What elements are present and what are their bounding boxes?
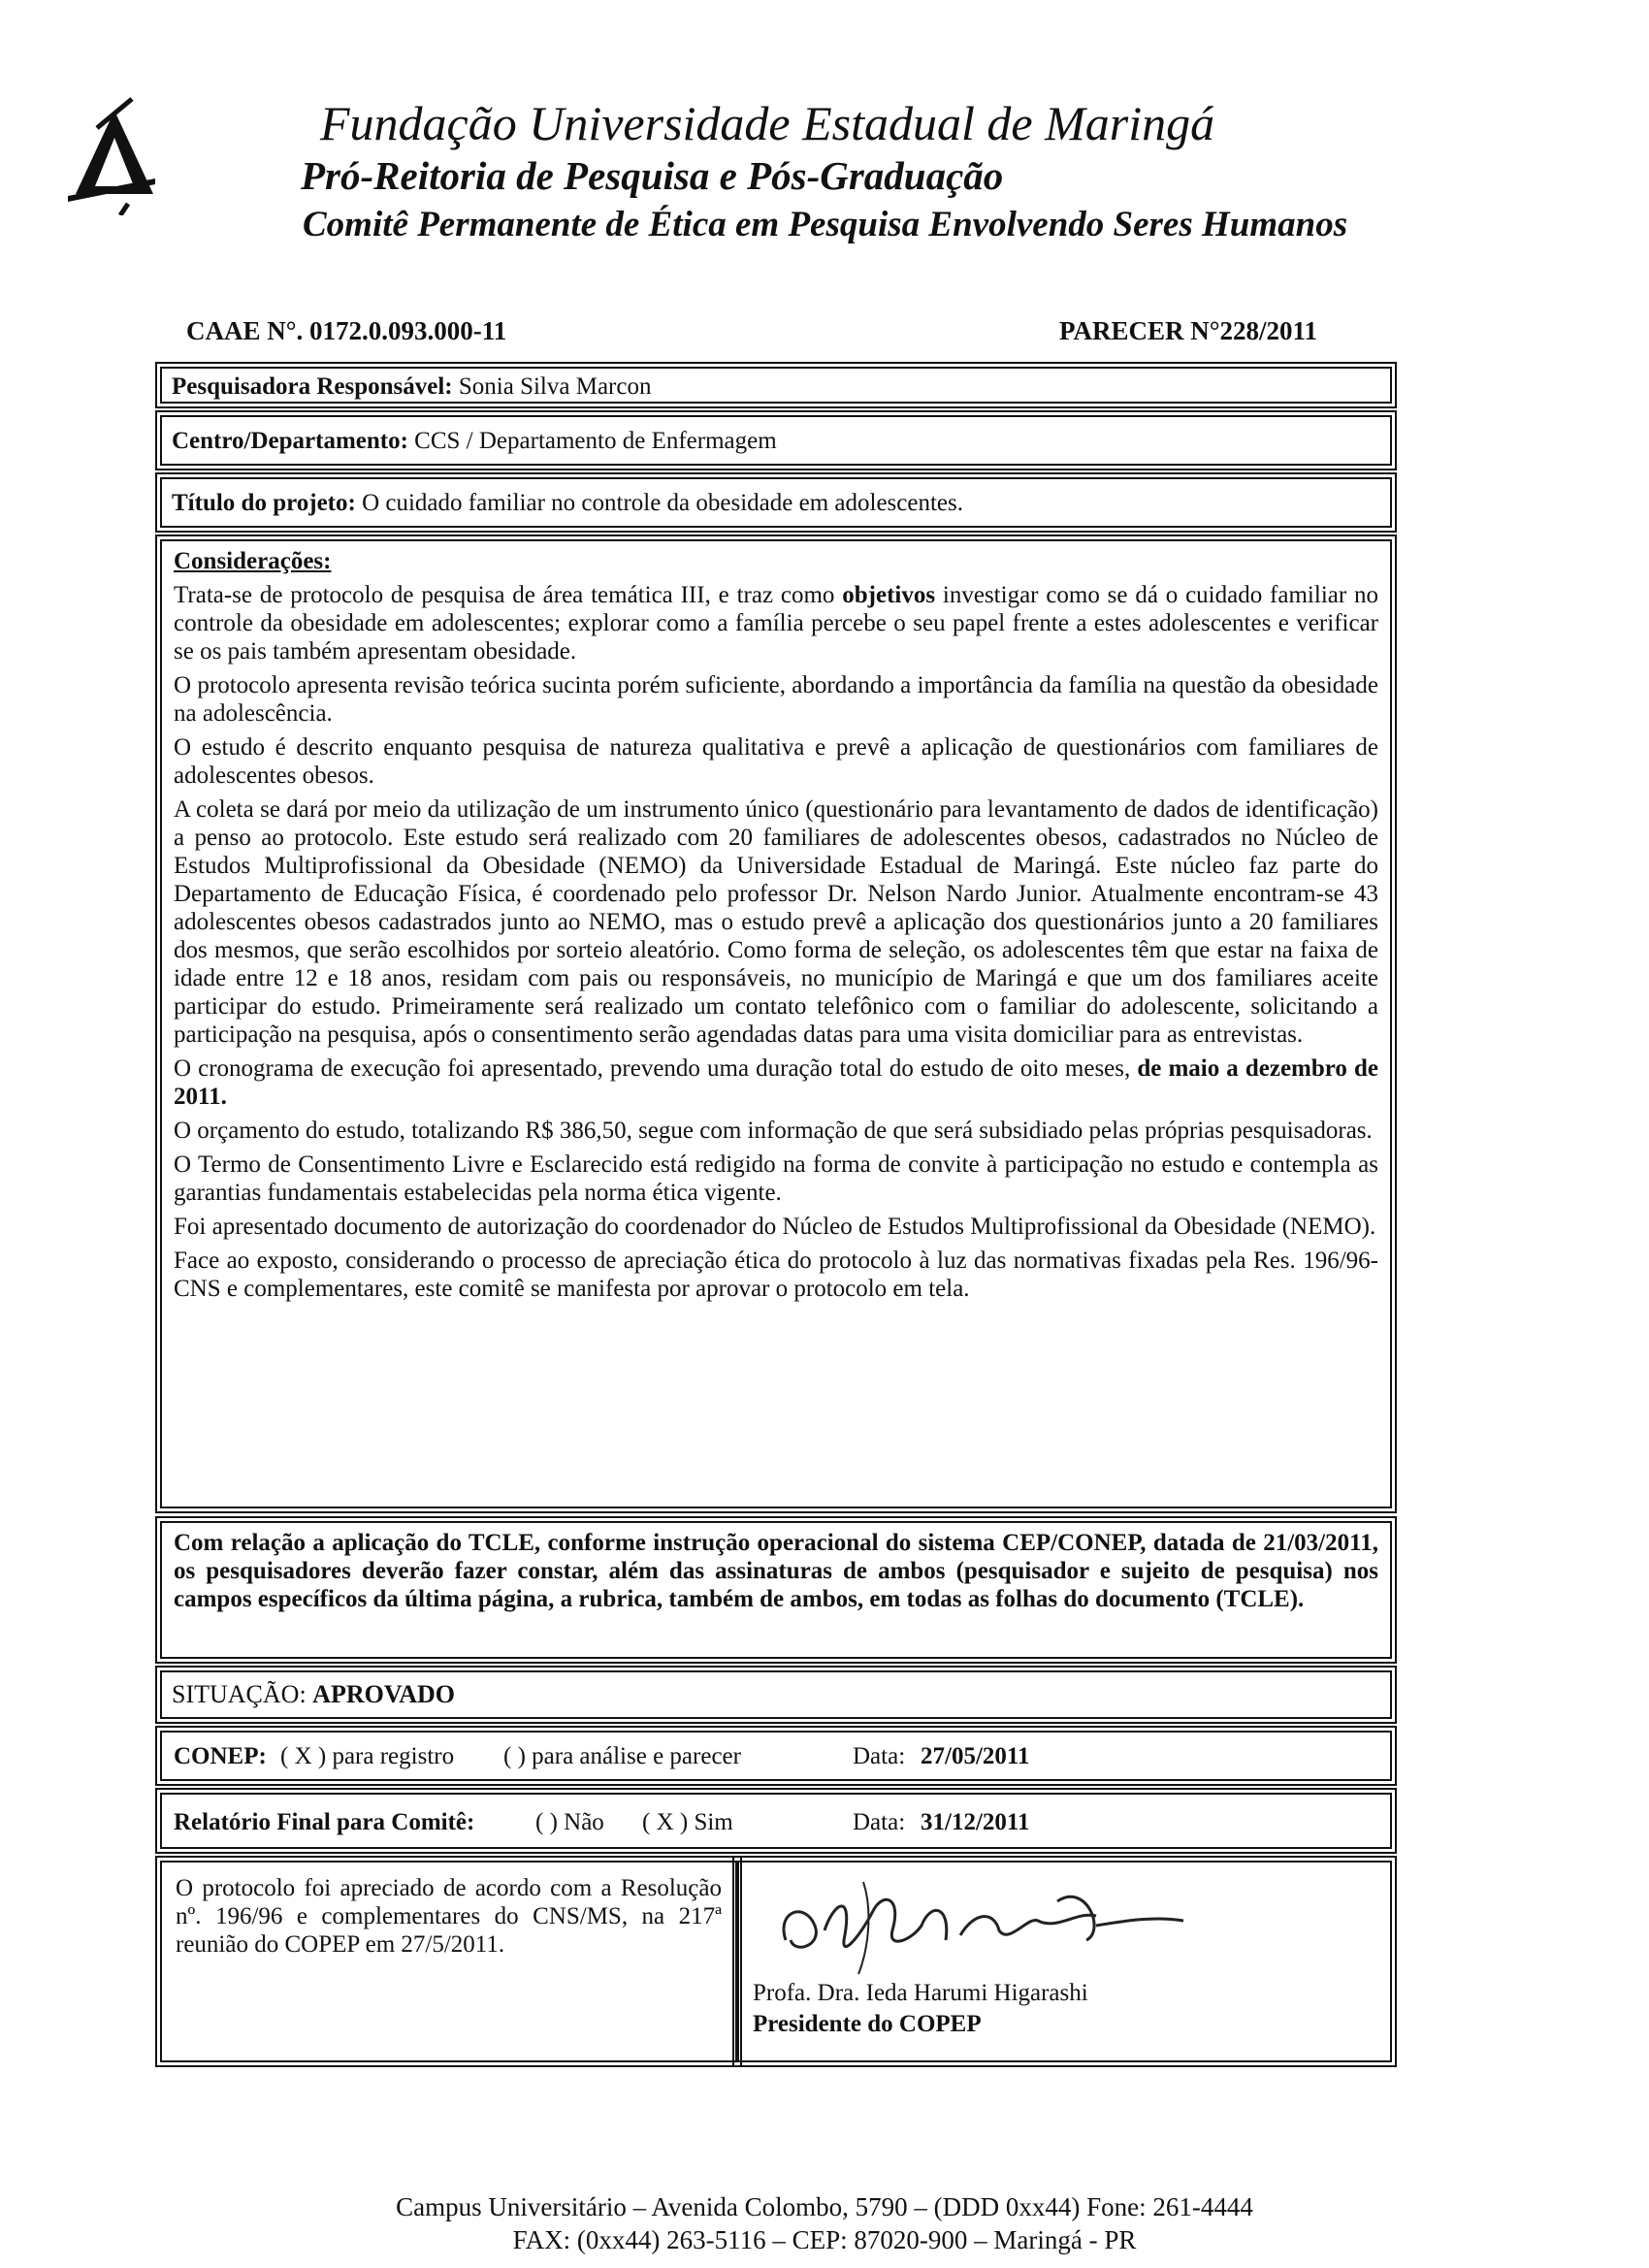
appreciation-text: O protocolo foi apreciado de acordo com a Resolução nº. 196/96 e complementares do CNS/MS, na 217ª reunião do COPEP em 27/5/2011.	[176, 1875, 722, 1958]
caae-number: CAAE N°. 0172.0.093.000-11	[186, 316, 507, 345]
conep-date-label: Data:	[853, 1743, 906, 1769]
situation-label: SITUAÇÃO:	[172, 1680, 307, 1708]
consideration-paragraph: A coleta se dará por meio da utilização de um instrumento único (questionário para levantamento de dados de identificação) a penso ao protocolo. Este estudo será realizado com 20 familiares de adolescentes obesos, cadastrados no Núcleo de Estudos Multiprofissional da Obesidade (NEMO) da Universidade Estadual de Maringá. Este núcleo faz parte do Departamento de Educação Física, é coordenado pelo professor Dr. Nelson Nardo Junior. Atualmente encontram-se 43 adolescentes obesos cadastrados junto ao NEMO, mas o estudo prevê a aplicação dos questionários junto a 20 familiares dos mesmos, que serão escolhidos por sorteio aleatório. Como forma de seleção, os adolescentes têm que estar na faixa de idade entre 12 e 18 anos, residam com pais ou responsáveis, no município de Maringá e que um dos familiares aceite participar do estudo. Primeiramente será realizado um contato telefônico com o familiar do adolescente, solicitando a participação na pesquisa, após o consentimento serão agendadas datas para uma visita domiciliar para as entrevistas.	[174, 796, 1378, 1048]
final-report-date-value: 31/12/2011	[921, 1809, 1030, 1835]
signatory-name: Profa. Dra. Ieda Harumi Higarashi	[753, 1980, 1088, 2006]
appreciation-box	[160, 1861, 737, 2062]
center-box	[160, 415, 1392, 466]
consideration-paragraph: Trata-se de protocolo de pesquisa de área temática III, e traz como objetivos investigar como se dá o cuidado familiar no controle da obesidade em adolescentes; explorar como a família percebe o seu papel frente a estes adolescentes e verificar se os pais também apresentam obesidade.	[174, 582, 1379, 664]
considerations-box	[160, 539, 1392, 1508]
consideration-paragraph: Face ao exposto, considerando o processo de apreciação ética do protocolo à luz das normativas fixadas pela Res. 196/96-CNS e complementares, este comitê se manifesta por aprovar o protocolo em tela.	[174, 1247, 1378, 1302]
title-label: Título do projeto:	[172, 490, 356, 516]
tcle-note-box	[160, 1521, 1392, 1659]
consideration-paragraph: Foi apresentado documento de autorização do coordenador do Núcleo de Estudos Multiprofissional da Obesidade (NEMO).	[174, 1214, 1376, 1240]
conep-option-registro: ( X ) para registro	[280, 1743, 455, 1769]
final-report-option-yes: ( X ) Sim	[642, 1809, 733, 1835]
researcher-value: Sonia Silva Marcon	[458, 373, 652, 400]
tcle-note-text: Com relação a aplicação do TCLE, conforme instrução operacional do sistema CEP/CONEP, datada de 21/03/2011, os pesquisadores deverão fazer constar, além das assinaturas de ambos (pesquisador e sujeito de pesquisa) nos campos específicos da última página, a rubrica, também de ambos, em todas as folhas do documento (TCLE).	[174, 1530, 1378, 1612]
conep-option-analise: ( ) para análise e parecer	[503, 1743, 741, 1769]
situation-value: APROVADO	[312, 1680, 456, 1708]
title-box	[160, 477, 1392, 528]
institution-name: Fundação Universidade Estadual de Maringá	[320, 96, 1215, 150]
footer-line-1: Campus Universitário – Avenida Colombo, 5790 – (DDD 0xx44) Fone: 261-4444	[396, 2192, 1253, 2221]
signatory-role: Presidente do COPEP	[753, 2011, 982, 2037]
final-report-label: Relatório Final para Comitê:	[174, 1809, 475, 1835]
researcher-label: Pesquisadora Responsável:	[172, 373, 453, 400]
conep-box	[160, 1731, 1392, 1781]
final-report-box	[160, 1793, 1392, 1849]
center-label: Centro/Departamento:	[172, 428, 408, 454]
situation-box	[160, 1670, 1392, 1719]
handwritten-signature-icon	[766, 1872, 1193, 1979]
university-logo-icon	[39, 89, 165, 215]
consideration-paragraph: O Termo de Consentimento Livre e Esclarecido está redigido na forma de convite à participação no estudo e contempla as garantias fundamentais estabelecidas pela norma ética vigente.	[174, 1151, 1378, 1206]
considerations-heading: Considerações:	[174, 548, 332, 574]
consideration-paragraph: O estudo é descrito enquanto pesquisa de natureza qualitativa e prevê a aplicação de questionários com familiares de adolescentes obesos.	[174, 734, 1378, 789]
parecer-number: PARECER N°228/2011	[1059, 316, 1318, 345]
consideration-paragraph: O orçamento do estudo, totalizando R$ 386,50, segue com informação de que será subsidiado pelas próprias pesquisadoras.	[174, 1118, 1373, 1144]
department-name: Pró-Reitoria de Pesquisa e Pós-Graduação	[301, 153, 1004, 198]
center-value: CCS / Departamento de Enfermagem	[414, 428, 777, 454]
consideration-paragraph: O cronograma de execução foi apresentado, prevendo uma duração total do estudo de oito meses, de maio a dezembro de 2011.	[174, 1055, 1379, 1110]
committee-name: Comitê Permanente de Ética em Pesquisa Envolvendo Seres Humanos	[303, 205, 1348, 244]
final-report-date-label: Data:	[853, 1809, 906, 1835]
conep-date-value: 27/05/2011	[921, 1743, 1030, 1769]
final-report-option-no: ( ) Não	[535, 1809, 604, 1835]
researcher-box	[160, 367, 1392, 404]
footer-line-2: FAX: (0xx44) 263-5116 – CEP: 87020-900 – Maringá - PR	[512, 2225, 1137, 2254]
footer-address	[0, 2190, 1649, 2256]
title-value: O cuidado familiar no controle da obesidade em adolescentes.	[362, 490, 963, 516]
consideration-paragraph: O protocolo apresenta revisão teórica sucinta porém suficiente, abordando a importância da família na questão da obesidade na adolescência.	[174, 672, 1378, 727]
conep-label: CONEP:	[174, 1743, 267, 1769]
